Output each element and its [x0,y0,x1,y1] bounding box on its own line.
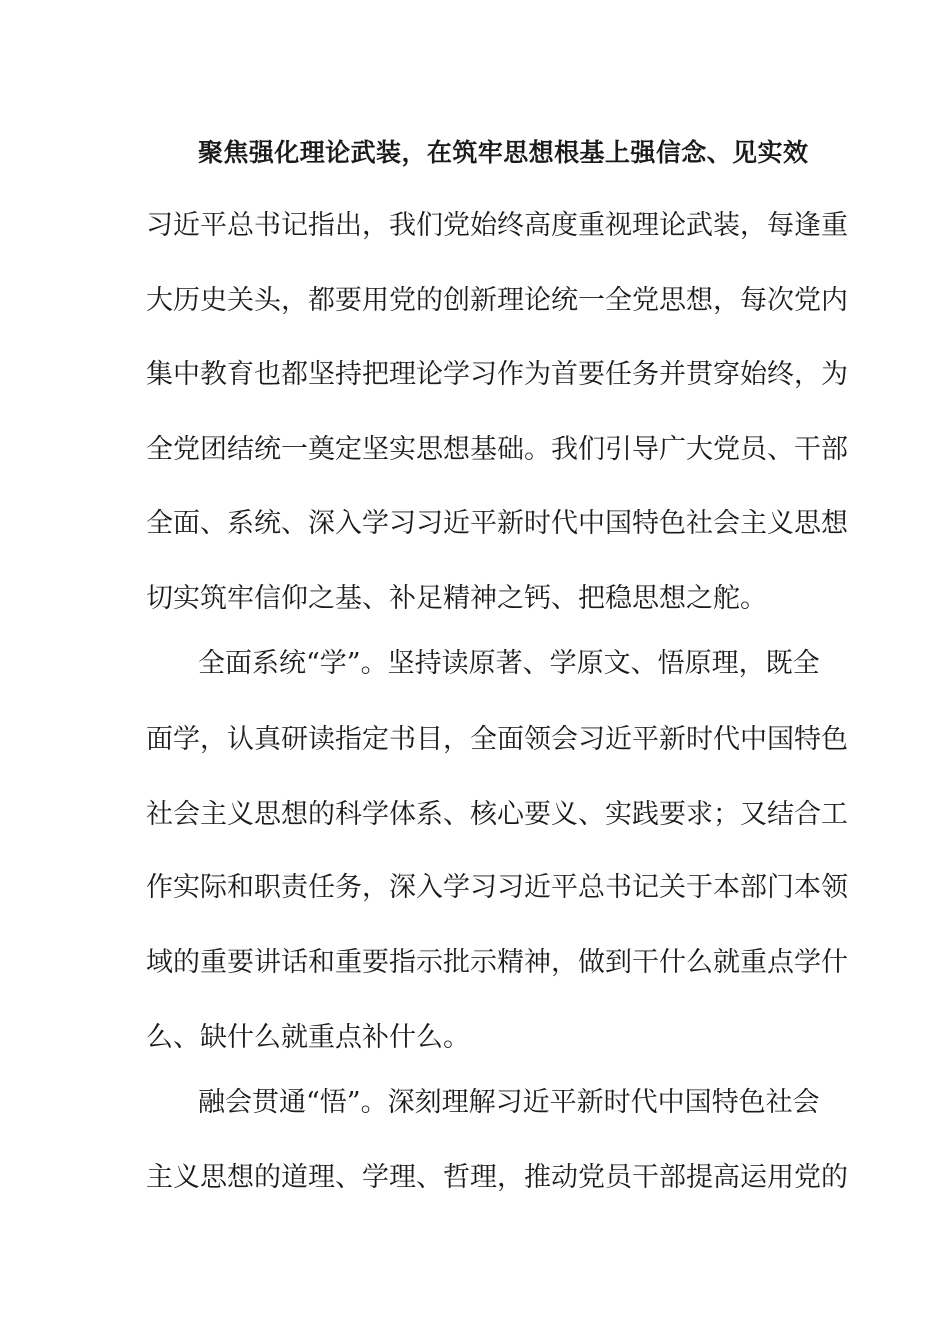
paragraph-1-line-4: 全党团结统一奠定坚实思想基础。我们引导广大党员、干部 [146,434,848,465]
paragraph-2-line-1: 全面系统“学”。坚持读原著、学原文、悟原理，既全 [198,648,820,679]
paragraph-2-line-5: 域的重要讲话和重要指示批示精神，做到干什么就重点学什 [146,947,848,978]
paragraph-2-line-2: 面学，认真研读指定书目，全面领会习近平新时代中国特色 [146,724,848,755]
paragraph-2-line-4: 作实际和职责任务，深入学习习近平总书记关于本部门本领 [146,872,848,903]
paragraph-2-line-6: 么、缺什么就重点补什么。 [146,1022,470,1053]
paragraph-1-line-3: 集中教育也都坚持把理论学习作为首要任务并贯穿始终，为 [146,359,848,390]
paragraph-3-line-1: 融会贯通“悟”。深刻理解习近平新时代中国特色社会 [198,1087,820,1118]
paragraph-1-line-5: 全面、系统、深入学习习近平新时代中国特色社会主义思想 [146,508,848,539]
paragraph-3-line-2: 主义思想的道理、学理、哲理，推动党员干部提高运用党的 [146,1162,848,1193]
paragraph-1-line-1: 习近平总书记指出，我们党始终高度重视理论武装，每逢重 [146,210,848,241]
paragraph-2-line-3: 社会主义思想的科学体系、核心要义、实践要求；又结合工 [146,799,848,830]
paragraph-1-line-2: 大历史关头，都要用党的创新理论统一全党思想，每次党内 [146,285,848,316]
paragraph-1-line-6: 切实筑牢信仰之基、补足精神之钙、把稳思想之舵。 [146,583,767,614]
section-heading: 聚焦强化理论武装，在筑牢思想根基上强信念、见实效 [198,138,808,167]
